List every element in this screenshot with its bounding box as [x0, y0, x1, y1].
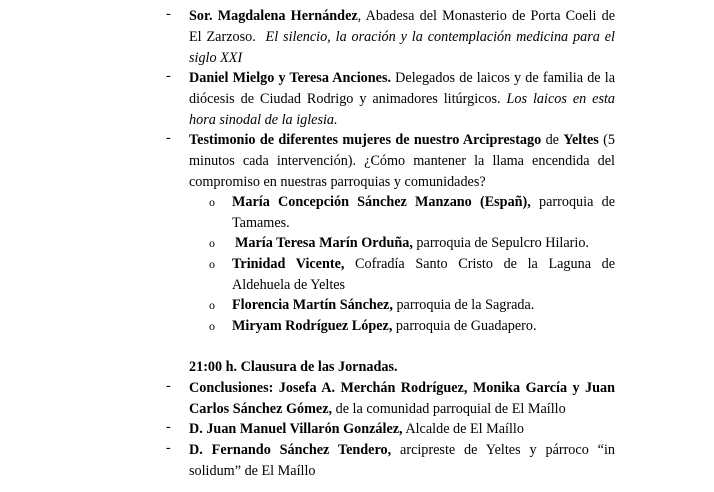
- talk-title: El silencio, la oración y la contemplación medicina para el siglo XXI: [189, 28, 615, 66]
- person-name: María Concepción Sánchez Manzano (Españ),: [232, 194, 531, 210]
- list-dash: -: [166, 378, 171, 394]
- person-name: Trinidad Vicente,: [232, 256, 345, 272]
- list-dash: -: [166, 6, 171, 22]
- section-description: (5 minutos cada intervención). ¿Cómo mantener la llama encendida del compromiso en nuestras parroquias y comunidades?: [189, 132, 615, 190]
- circle-bullet: o: [209, 319, 215, 333]
- list-item-magdalena: [189, 6, 615, 68]
- closing-item-arcipreste: [189, 440, 615, 482]
- list-dash: -: [166, 130, 171, 146]
- person-parish: Cofradía Santo Cristo de la Laguna de Aldehuela de Yeltes: [232, 256, 615, 293]
- person-parish: parroquia de Tamames.: [232, 194, 615, 231]
- circle-bullet: o: [209, 236, 215, 250]
- speaker-role: , Abadesa del Monasterio de Porta Coeli de El Zarzoso.: [189, 8, 615, 45]
- speaker-role: arcipreste de Yeltes y párroco “in solidum” de El Maíllo: [189, 442, 616, 479]
- person-parish: parroquia de Guadapero.: [392, 318, 537, 334]
- person-name: Miryam Rodríguez López,: [232, 318, 393, 334]
- list-item-daniel-teresa: [189, 68, 615, 130]
- speaker-name: Daniel Mielgo y Teresa Anciones.: [189, 70, 392, 86]
- person-name: Florencia Martín Sánchez,: [232, 297, 393, 313]
- circle-bullet: o: [209, 257, 215, 271]
- person-name: María Teresa Marín Orduña,: [235, 235, 413, 251]
- closing-item-conclusiones: [189, 378, 615, 420]
- sub-item-maria-concepcion: [232, 192, 615, 234]
- speaker-role: Delegados de laicos y de familia de la diócesis de Ciudad Rodrigo y animadores litúrgicos.: [189, 70, 615, 107]
- person-parish: parroquia de Sepulcro Hilario.: [412, 235, 589, 251]
- sub-item-florencia: [232, 295, 615, 316]
- list-dash: -: [166, 419, 171, 435]
- circle-bullet: o: [209, 298, 215, 312]
- closing-heading: 21:00 h. Clausura de las Jornadas.: [189, 359, 398, 375]
- closing-item-alcalde: [189, 419, 615, 440]
- section-title: Testimonio de diferentes mujeres de nuestro Arciprestago: [189, 132, 542, 148]
- list-dash: -: [166, 440, 171, 456]
- sub-item-trinidad: [232, 254, 615, 296]
- speaker-name: Sor. Magdalena Hernández: [189, 8, 358, 24]
- talk-title: Los laicos en esta hora sinodal de la iglesia.: [189, 90, 616, 128]
- list-dash: -: [166, 68, 171, 84]
- speaker-name: Conclusiones: Josefa A. Merchán Rodríguez, Monika García y Juan Carlos Sánchez Gómez,: [189, 380, 615, 417]
- person-parish: parroquia de la Sagrada.: [392, 297, 535, 313]
- speaker-name: D. Fernando Sánchez Tendero,: [189, 442, 392, 458]
- circle-bullet: o: [209, 195, 215, 209]
- arciprestazgo-name: Yeltes: [563, 132, 599, 148]
- speaker-name: D. Juan Manuel Villarón González,: [189, 421, 403, 437]
- sub-item-maria-teresa: [235, 233, 618, 254]
- list-item-testimonio: Testimonio de diferentes mujeres de nuestro Arciprestago de Yeltes (5 minutos cada intervención). ¿Cómo mantener la llama encendida del compromiso en nuestras parroquias y comunidades?: [189, 132, 615, 190]
- speaker-role: de la comunidad parroquial de El Maíllo: [332, 400, 566, 417]
- sub-item-miryam: [232, 316, 615, 337]
- speaker-role: Alcalde de El Maíllo: [402, 421, 524, 437]
